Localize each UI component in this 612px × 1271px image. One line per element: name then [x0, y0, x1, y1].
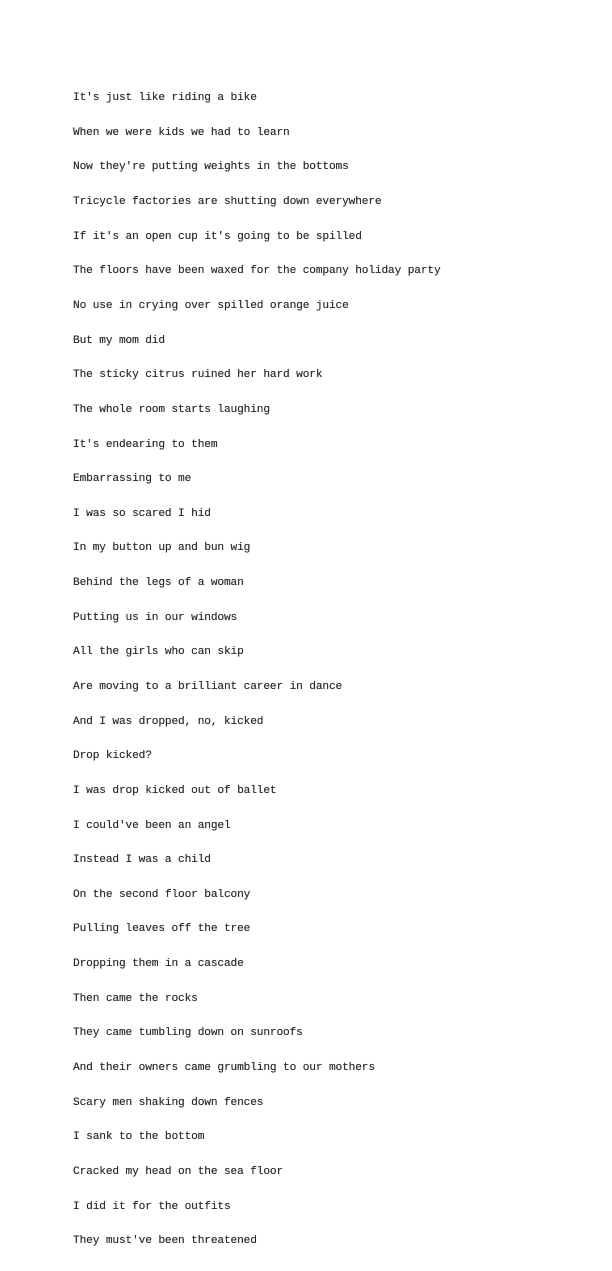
poem-line: They came tumbling down on sunroofs — [73, 1027, 303, 1040]
poem-line: When we were kids we had to learn — [73, 126, 290, 139]
poem-line: I could've been an angel — [73, 819, 231, 832]
poem-line: They must've been threatened — [73, 1235, 257, 1248]
poem-line: Dropping them in a cascade — [73, 958, 244, 971]
poem-text — [73, 70, 441, 1271]
poem-line: Embarrassing to me — [73, 473, 192, 486]
poem-line: Then came the rocks — [73, 992, 198, 1005]
poem-line: And I was dropped, no, kicked — [73, 715, 264, 728]
poem-line: The floors have been waxed for the company holiday party — [73, 265, 441, 278]
poem-line: I sank to the bottom — [73, 1131, 205, 1144]
poem-line: I was so scared I hid — [73, 507, 211, 520]
poem-line: Are moving to a brilliant career in dance — [73, 680, 343, 693]
poem-line: I was drop kicked out of ballet — [73, 784, 277, 797]
poem-line: Behind the legs of a woman — [73, 577, 244, 590]
poem-line: On the second floor balcony — [73, 888, 251, 901]
poem-line: I did it for the outfits — [73, 1200, 231, 1213]
poem-line: But my mom did — [73, 334, 165, 347]
poem-line: Putting us in our windows — [73, 611, 238, 624]
poem-line: The sticky citrus ruined her hard work — [73, 369, 323, 382]
poem-line: It's just like riding a bike — [73, 92, 257, 105]
poem-line: All the girls who can skip — [73, 646, 244, 659]
poem-line: No use in crying over spilled orange juice — [73, 299, 349, 312]
poem-line: The whole room starts laughing — [73, 403, 270, 416]
poem-line: Pulling leaves off the tree — [73, 923, 251, 936]
poem-line: Scary men shaking down fences — [73, 1096, 264, 1109]
poem-line: It's endearing to them — [73, 438, 218, 451]
poem-line: In my button up and bun wig — [73, 542, 251, 555]
poem-line: If it's an open cup it's going to be spilled — [73, 230, 362, 243]
poem-line: Instead I was a child — [73, 854, 211, 867]
poem-line: Drop kicked? — [73, 750, 152, 763]
poem-line: Tricycle factories are shutting down everywhere — [73, 196, 382, 209]
poem-line: Cracked my head on the sea floor — [73, 1165, 284, 1178]
poem-line: And their owners came grumbling to our mothers — [73, 1062, 375, 1075]
poem-line: Now they're putting weights in the bottoms — [73, 161, 349, 174]
